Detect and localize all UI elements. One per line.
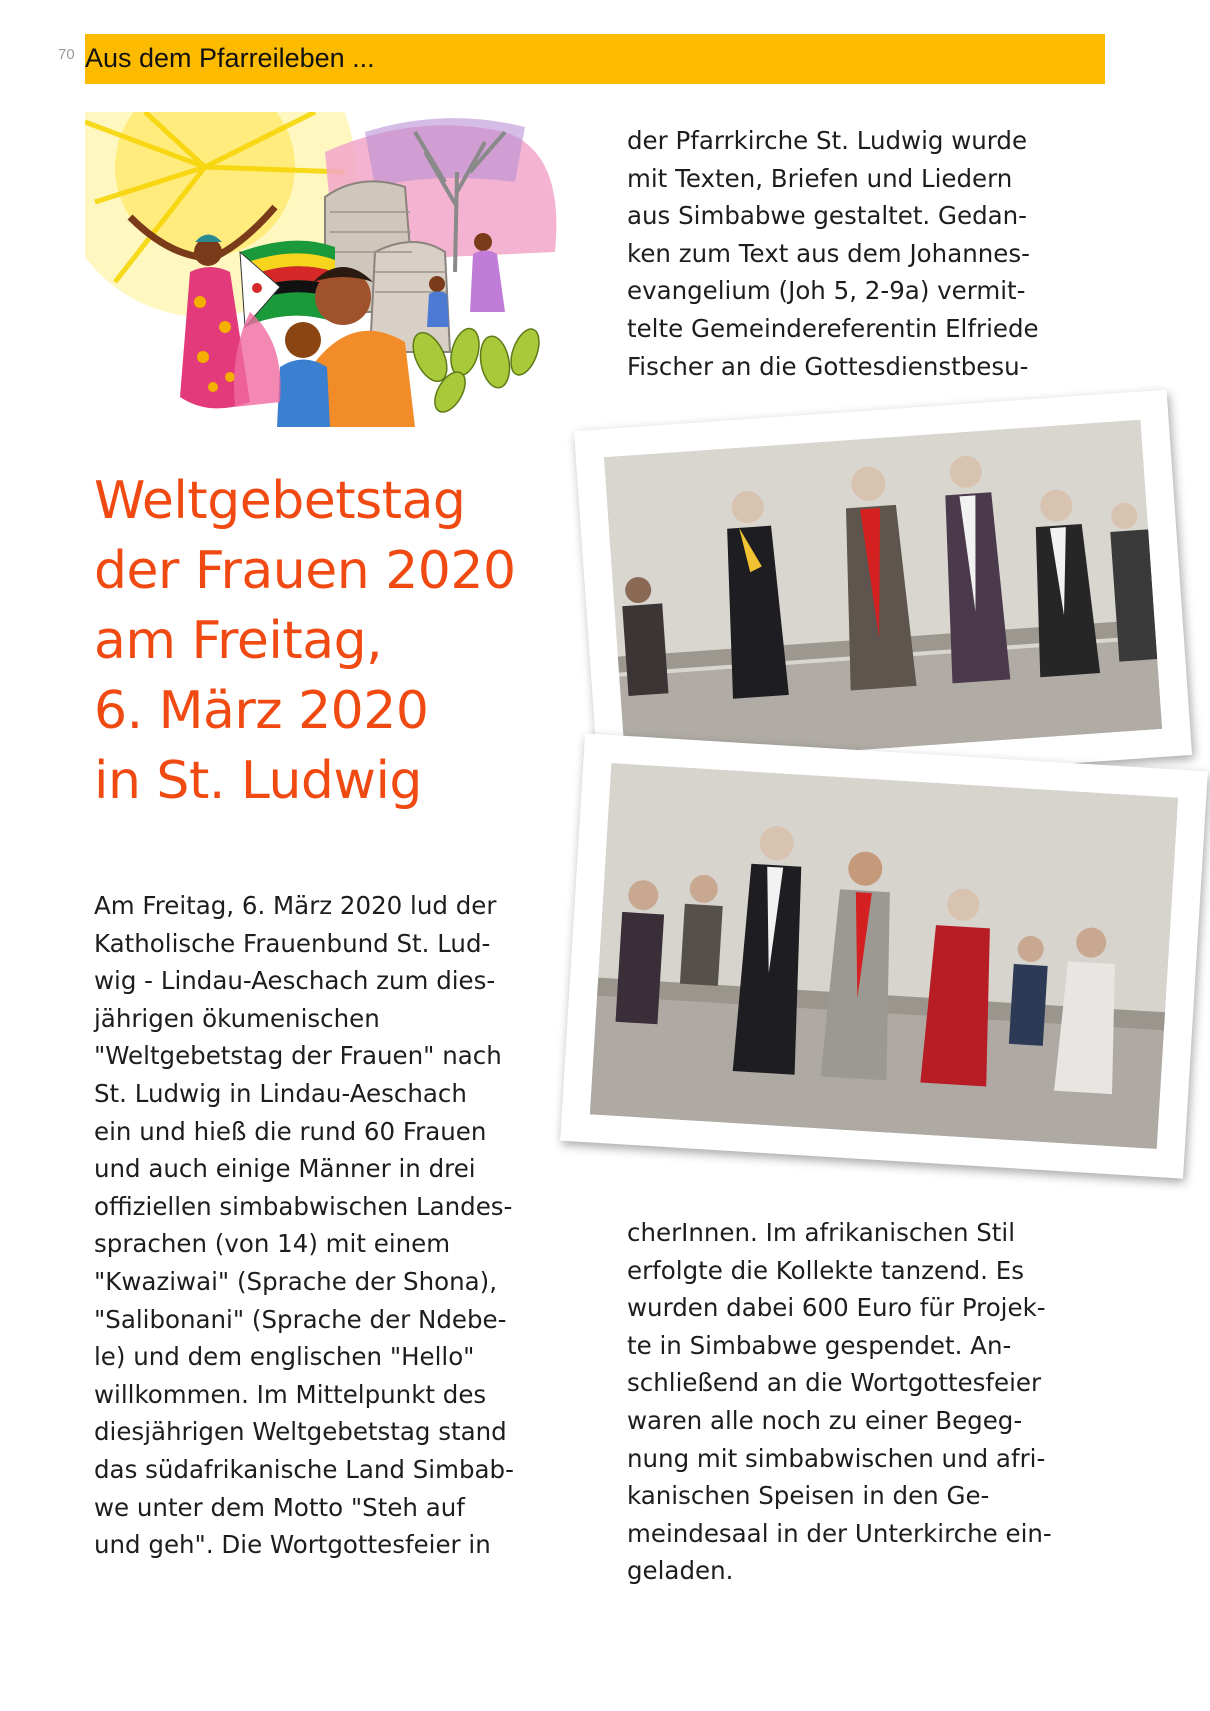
text-line: cherInnen. Im afrikanischen Stil: [627, 1218, 1016, 1247]
zimbabwe-women-illustration: [85, 112, 575, 427]
headline-line: am Freitag,: [94, 611, 383, 671]
text-line: und auch einige Männer in drei: [94, 1154, 476, 1184]
text-line: "Kwaziwai" (Sprache der Shona),: [94, 1266, 498, 1296]
text-line: le) und dem englischen "Hello": [94, 1342, 475, 1372]
text-line: Katholische Frauenbund St. Lud-: [94, 928, 491, 958]
text-line: telte Gemeindereferentin Elfriede: [627, 313, 1039, 343]
text-line: kanischen Speisen in den Ge-: [627, 1481, 990, 1511]
text-line: te in Simbabwe gespendet. An-: [627, 1330, 1012, 1360]
text-line: Am Freitag, 6. März 2020 lud der: [94, 891, 497, 920]
article-text-column-left: [94, 887, 514, 1564]
text-line: wig - Lindau-Aeschach zum dies-: [94, 966, 496, 996]
text-line: das südafrikanische Land Simbab-: [94, 1454, 514, 1484]
text-line: "Salibonani" (Sprache der Ndebe-: [94, 1304, 507, 1334]
text-line: meindesaal in der Unterkirche ein-: [627, 1518, 1052, 1548]
text-line: diesjährigen Weltgebetstag stand: [94, 1417, 507, 1447]
text-line: we unter dem Motto "Steh auf: [94, 1492, 465, 1522]
text-line: und geh". Die Wortgottesfeier in: [94, 1530, 491, 1560]
article-text-column-top: [627, 122, 1039, 385]
text-line: aus Simbabwe gestaltet. Gedan-: [627, 201, 1028, 231]
text-line: erfolgte die Kollekte tanzend. Es: [627, 1255, 1024, 1285]
text-line: mit Texten, Briefen und Liedern: [627, 163, 1013, 193]
section-title: Aus dem Pfarreileben ...: [85, 43, 375, 73]
headline-line: in St. Ludwig: [94, 751, 422, 811]
text-line: wurden dabei 600 Euro für Projek-: [627, 1293, 1046, 1323]
text-line: geladen.: [627, 1556, 734, 1586]
text-line: St. Ludwig in Lindau-Aeschach: [94, 1078, 467, 1108]
text-line: evangelium (Joh 5, 2-9a) vermit-: [627, 276, 1026, 306]
photo-women-reading-2: [560, 733, 1208, 1178]
section-header-bar: [85, 34, 1105, 84]
text-line: "Weltgebetstag der Frauen" nach: [94, 1041, 502, 1071]
article-text-column-bottom: [627, 1214, 1052, 1590]
text-line: schließend an die Wortgottesfeier: [627, 1368, 1042, 1398]
text-line: willkommen. Im Mittelpunkt des: [94, 1379, 487, 1409]
headline-line: 6. März 2020: [94, 681, 429, 741]
text-line: ein und hieß die rund 60 Frauen: [94, 1116, 487, 1146]
page-number: 70: [58, 46, 75, 63]
text-line: nung mit simbabwischen und afri-: [627, 1443, 1046, 1473]
text-line: ken zum Text aus dem Johannes-: [627, 238, 1030, 268]
headline-line: Weltgebetstag: [94, 471, 466, 531]
photo-women-reading-1: [574, 390, 1192, 797]
text-line: jährigen ökumenischen: [94, 1003, 380, 1033]
text-line: sprachen (von 14) mit einem: [94, 1229, 451, 1259]
text-line: der Pfarrkirche St. Ludwig wurde: [627, 126, 1028, 155]
headline-line: der Frauen 2020: [94, 541, 516, 601]
article-headline: [94, 466, 564, 816]
text-line: waren alle noch zu einer Begeg-: [627, 1405, 1023, 1435]
text-line: offiziellen simbabwischen Landes-: [94, 1191, 513, 1221]
text-line: Fischer an die Gottesdienstbesu-: [627, 351, 1029, 381]
